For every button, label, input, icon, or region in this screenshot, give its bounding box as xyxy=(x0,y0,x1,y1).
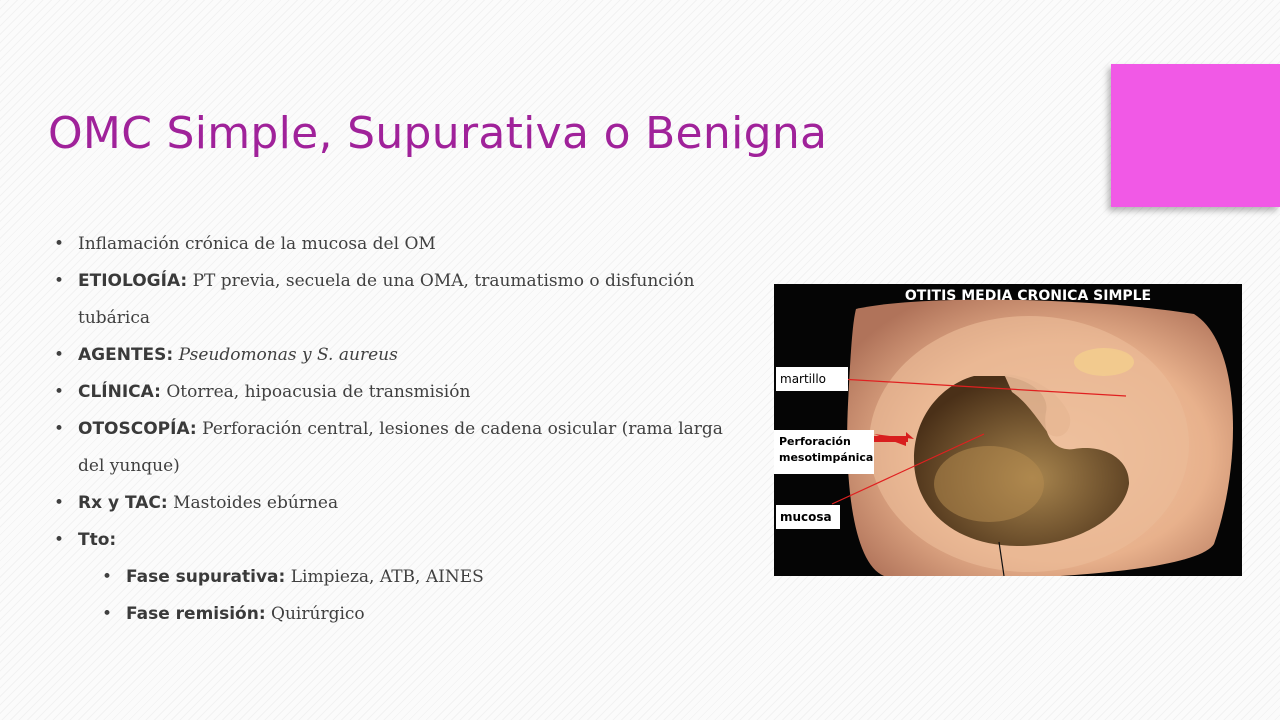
bullet-item xyxy=(48,411,748,485)
figure-title: OTITIS MEDIA CRONICA SIMPLE xyxy=(904,288,1152,304)
bullet-label: Tto: xyxy=(78,530,117,550)
bullet-text: Mastoides ebúrnea xyxy=(167,493,339,513)
otoscopy-figure xyxy=(774,284,1242,576)
bullet-dot: • xyxy=(54,271,65,291)
accent-box xyxy=(1111,64,1280,207)
bullet-label: Fase supurativa: xyxy=(126,567,286,587)
bullet-label: CLÍNICA: xyxy=(78,382,161,402)
bullet-dot: • xyxy=(102,604,113,624)
bullet-dot: • xyxy=(54,382,65,402)
bullet-dot: • xyxy=(54,530,65,550)
bullet-label: Rx y TAC: xyxy=(78,493,168,513)
bullet-text: PT previa, secuela de una OMA, traumatismo o disfunción tubárica xyxy=(78,271,695,328)
bullet-item xyxy=(48,522,748,559)
sub-bullet-item xyxy=(48,596,748,633)
bullet-item xyxy=(48,263,748,337)
bullet-label: OTOSCOPÍA: xyxy=(78,419,197,439)
label-mucosa: mucosa xyxy=(776,505,840,529)
bullet-text: Pseudomonas y S. aureus xyxy=(173,345,398,365)
label-perforacion-line2: mesotimpánica xyxy=(779,451,874,464)
bullet-item xyxy=(48,485,748,522)
bullet-text: Quirúrgico xyxy=(265,604,365,624)
bullet-item xyxy=(48,374,748,411)
bullet-label: ETIOLOGÍA: xyxy=(78,271,188,291)
mucosa-area xyxy=(934,446,1044,522)
label-perforacion xyxy=(774,430,874,474)
bullet-text: Perforación central, lesiones de cadena osicular (rama larga del yunque) xyxy=(78,419,723,476)
bullet-label: AGENTES: xyxy=(78,345,174,365)
bullet-text: Otorrea, hipoacusia de transmisión xyxy=(160,382,471,402)
bullet-label: Fase remisión: xyxy=(126,604,266,624)
label-martillo: martillo xyxy=(776,367,848,391)
bullet-text: Limpieza, ATB, AINES xyxy=(285,567,484,587)
highlight-spot xyxy=(1074,348,1134,376)
bullet-item xyxy=(48,337,748,374)
perforation-arrow-shaft xyxy=(874,436,908,442)
bullet-list xyxy=(48,226,748,633)
bullet-item xyxy=(48,226,748,263)
bullet-dot: • xyxy=(54,345,65,365)
sub-bullet-item xyxy=(48,559,748,596)
bullet-dot: • xyxy=(54,234,65,254)
label-perforacion-line1: Perforación xyxy=(779,435,851,448)
bullet-dot: • xyxy=(54,419,65,439)
slide-title: OMC Simple, Supurativa o Benigna xyxy=(48,108,828,159)
bullet-dot: • xyxy=(54,493,65,513)
bullet-dot: • xyxy=(102,567,113,587)
bullet-text: Inflamación crónica de la mucosa del OM xyxy=(78,234,436,254)
